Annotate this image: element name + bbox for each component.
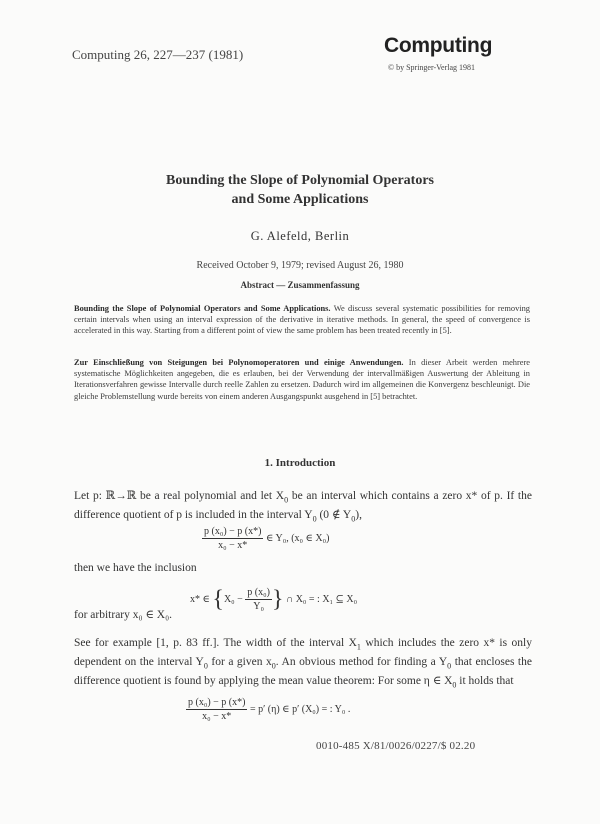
received-dates: Received October 9, 1979; revised August 26, 1980 — [196, 260, 404, 271]
abstract-german-lead: Zur Einschließung von Steigungen bei Polynomoperatoren und einige Anwendungen. — [74, 358, 404, 367]
title-line-1: Bounding the Slope of Polynomial Operators — [166, 173, 434, 188]
p4-part-d: . An obvious method for finding a Y — [275, 655, 448, 668]
article-title — [100, 171, 500, 209]
equation-difference-quotient — [202, 526, 329, 551]
journal-logo: Computing — [384, 34, 493, 57]
p1-part-b: be an interval which contains a zero x* of p. If the difference quotient of p is included in the interval Y — [74, 490, 532, 521]
eq1-fraction — [202, 526, 263, 551]
right-brace: } — [271, 586, 284, 613]
publication-code: 0010-485 X/81/0026/0227/$ 02.20 — [316, 740, 476, 752]
eq2-numerator: p (x₀) — [247, 587, 270, 598]
eq2-inner: X₀ − — [223, 593, 246, 605]
abstract-english — [74, 303, 530, 337]
journal-reference: Computing 26, 227—237 (1981) — [72, 47, 244, 62]
publisher-copyright: © by Springer-Verlag 1981 — [388, 63, 476, 72]
abstract-german — [74, 357, 530, 402]
section-heading: 1. Introduction — [264, 457, 336, 469]
p4-part-e: that encloses the difference quotient is found by applying the mean value theorem: For some η ∈ X — [74, 655, 532, 687]
eq3-tail: = p′ (η) ∈ p′ (X₀) = : Y₀ . — [249, 703, 351, 715]
body-paragraph-3: for arbitrary x₀ ∈ X₀. — [74, 609, 172, 621]
eq1-numerator: p (x₀) − p (x*) — [204, 526, 262, 537]
p1-part-c: (0 ∉ Y — [316, 508, 352, 521]
abstract-english-lead: Bounding the Slope of Polynomial Operators and Some Applications. — [74, 304, 331, 313]
eq2-denominator: Y₀ — [253, 601, 264, 612]
eq1-denominator: x₀ − x* — [218, 540, 248, 551]
eq1-tail: ∈ Y₀, (x₀ ∈ X₀) — [265, 532, 330, 544]
abstract-german-text: In dieser Arbeit werden mehrere systematische Möglichkeiten angegeben, die es erlauben, bei der Verwendung der intervallmäßigen Auswertung der Ableitung in Iterationsverfahren gewisse Intervalle durch reelle Zahlen zu ersetzen. Dadurch wird im allgemeinen die Konvergenz beschleunigt. Die gleiche Problemstellung wurde bereits von einem anderen Ausgangspunkt ausgehend in [5] betrachtet. — [74, 358, 530, 401]
p4-part-b: which includes the zero x* is only dependent on the interval Y — [74, 637, 532, 668]
eq2-tail: ∩ X₀ = : X₁ ⊆ X₀ — [283, 593, 358, 605]
eq2-lead: x* ∈ — [190, 593, 213, 605]
body-paragraph-4: See for example [1, p. 83 ff.]. The width of the interval $X_1$ which includes the zero x* is only dependent on the interval $Y_0$ for a given $x_0$. An obvious method for finding a $Y_0$ that encloses the difference quotient is found by applying the mean value theorem: For some η ∈ $X_0$ it holds that — [74, 637, 532, 689]
p4-part-f: it holds that — [456, 674, 514, 687]
p1-part-a: Let p: ℝ→ℝ be a real polynomial and let X — [74, 490, 285, 502]
body-paragraph-1: Let p: ℝ→ℝ be a real polynomial and let $X_0$ be an interval which contains a zero x* of p. If the difference quotient of p is included in the interval $Y_0$ (0 ∉ $Y_0$), — [74, 490, 532, 524]
p4-part-c: for a given x — [207, 655, 272, 668]
title-line-2: and Some Applications — [231, 192, 369, 207]
p1-part-d: ), — [355, 508, 362, 521]
body-paragraph-2: then we have the inclusion — [74, 562, 197, 574]
p4-part-a: See for example [1, p. 83 ff.]. The width of the interval X — [74, 637, 357, 649]
eq3-numerator: p (x₀) − p (x*) — [188, 697, 246, 708]
eq3-denominator: x₀ − x* — [202, 711, 232, 722]
left-brace: { — [212, 586, 224, 613]
equation-mean-value — [186, 697, 350, 722]
author: G. Alefeld, Berlin — [250, 229, 350, 243]
abstract-heading: Abstract — Zusammenfassung — [240, 280, 360, 290]
eq3-fraction — [186, 697, 247, 722]
abstract-english-text: We discuss several systematic possibilities for removing certain intervals when using an interval expression of the derivative in iterative methods. In general, the speed of convergence is accelerated in this way. Starting from a different point of view the same problem has been treated recently in [5]. — [74, 304, 530, 336]
